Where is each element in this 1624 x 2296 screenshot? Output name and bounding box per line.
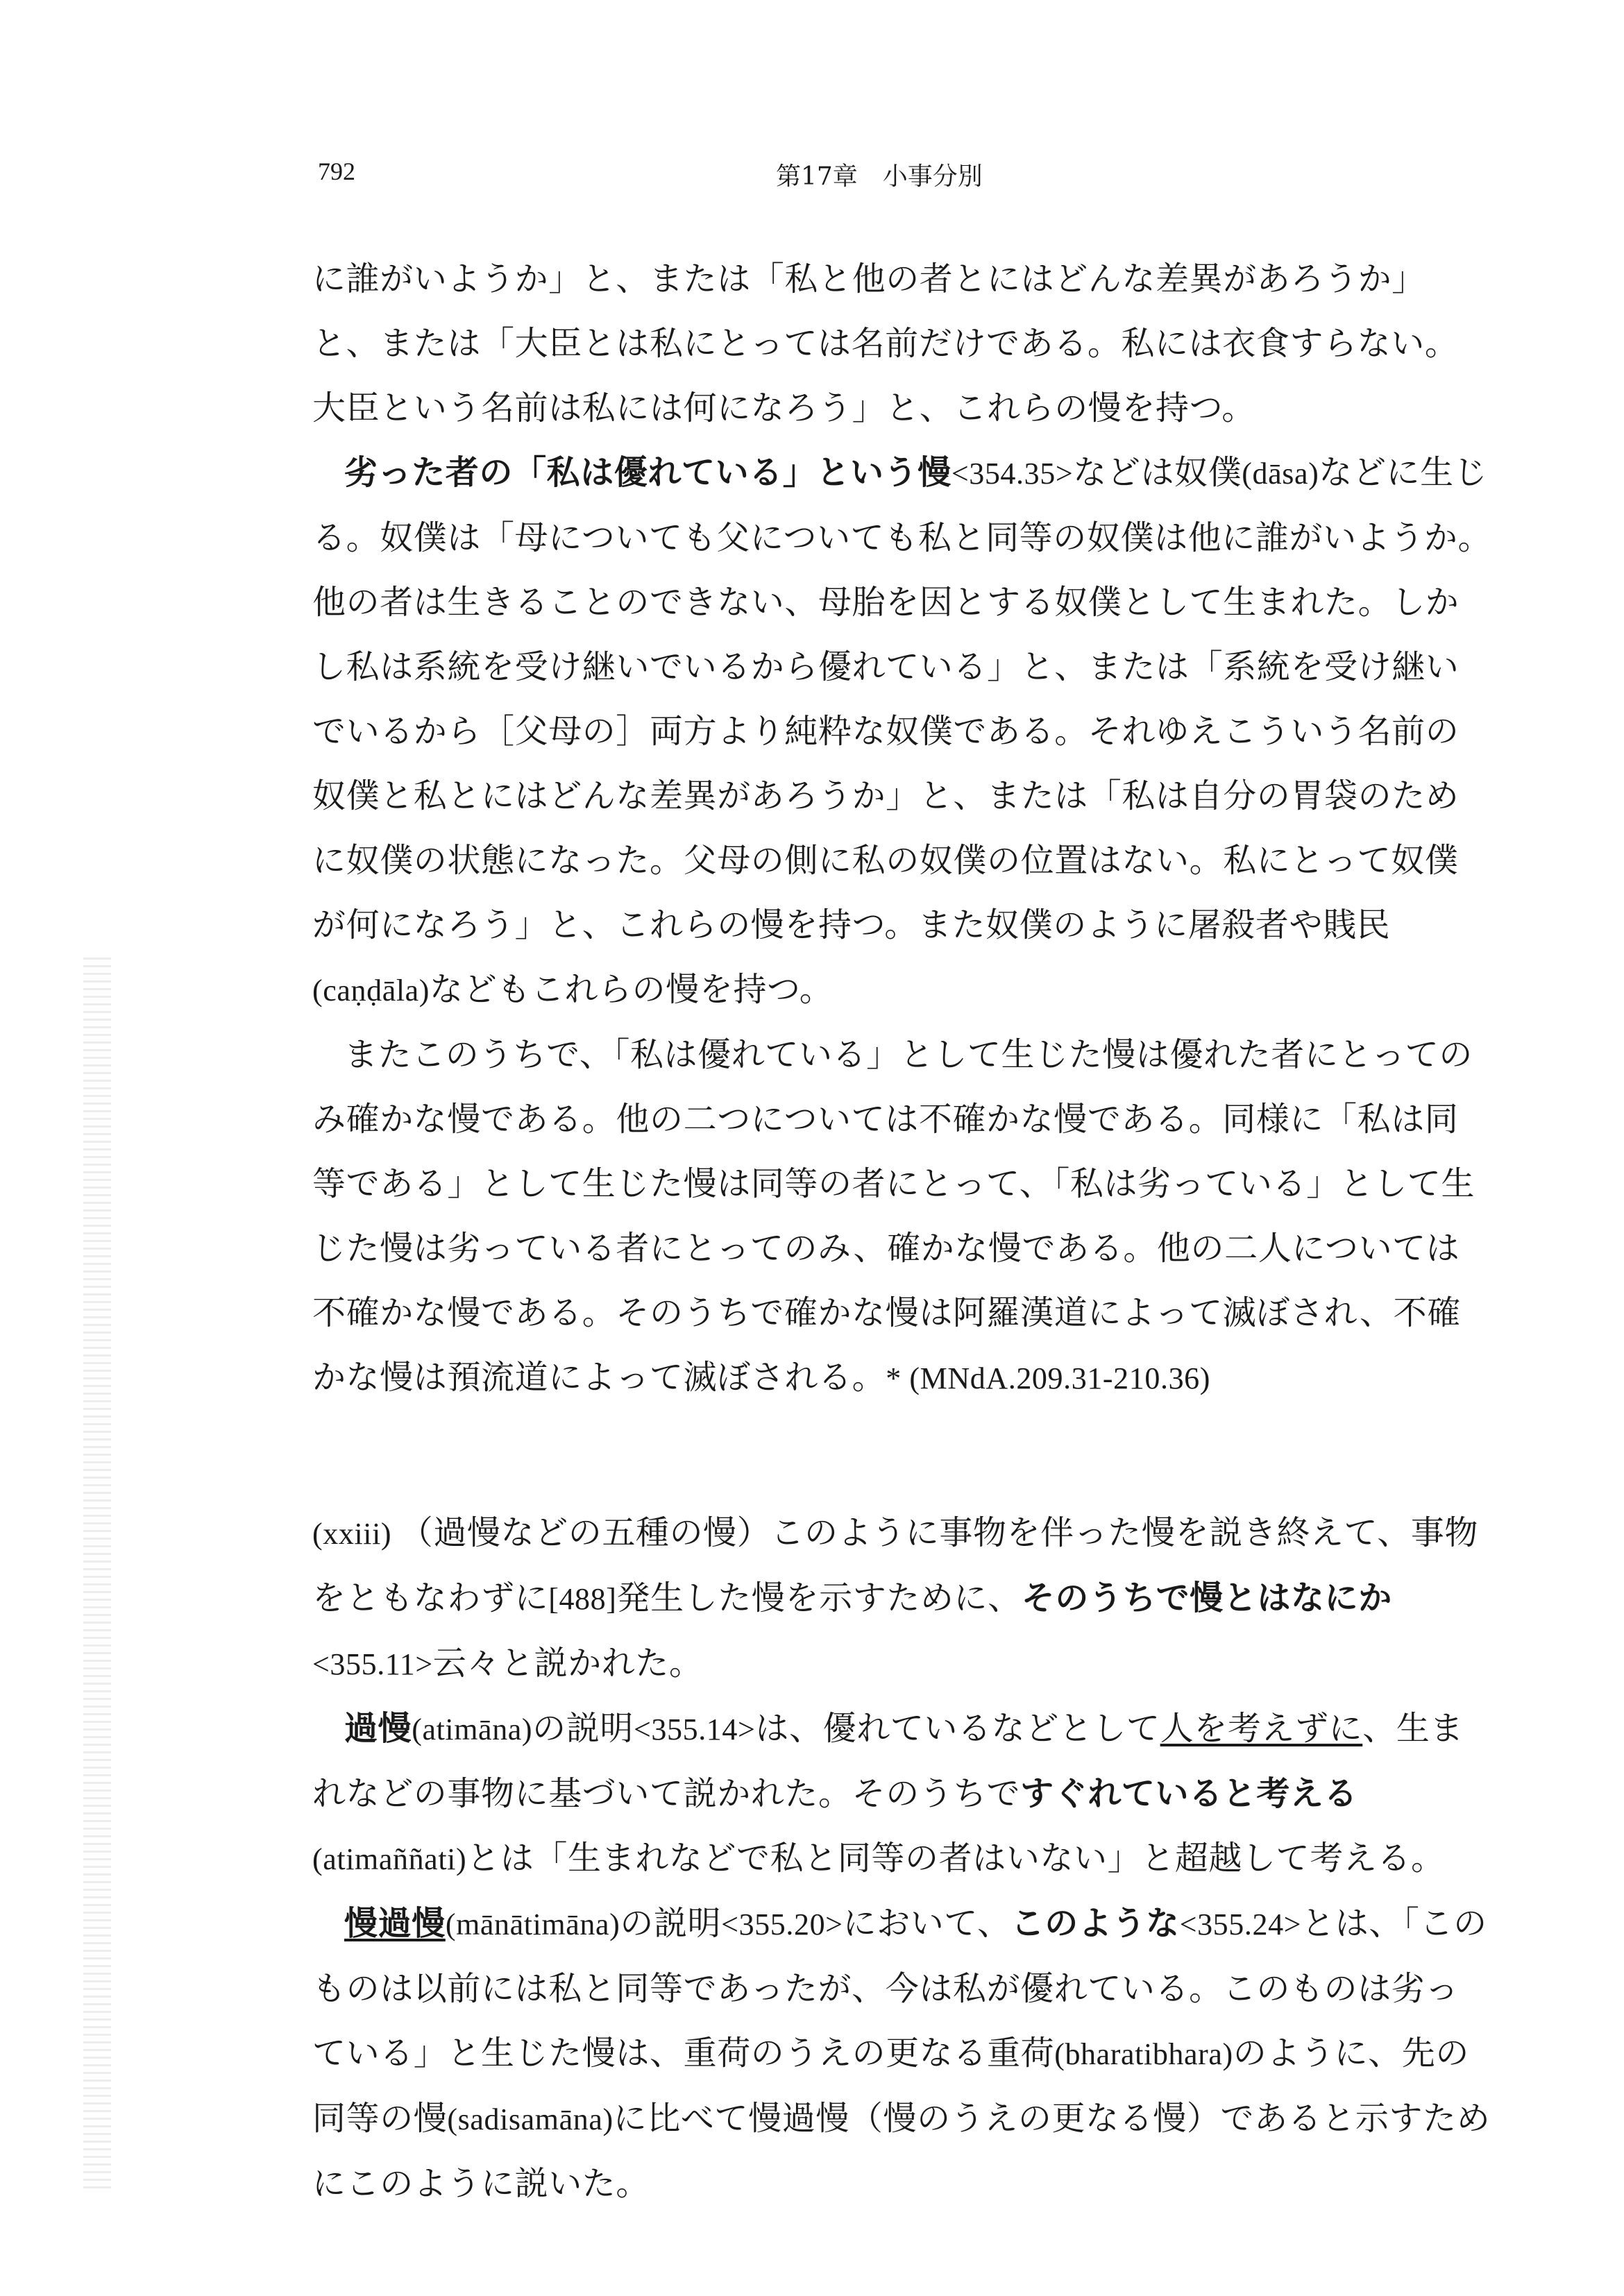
text-segment: そのうちで慢とはなにか [1021, 1579, 1392, 1617]
text-segment: <355.24> [1179, 1907, 1302, 1941]
text-segment: <355.20> [721, 1907, 843, 1941]
text-segment: (mānātimāna) [445, 1907, 620, 1941]
text-segment: 発生した慢を示すために、 [616, 1579, 1022, 1617]
text-segment: このような [1010, 1904, 1180, 1943]
text-segment: のように、先の同等の慢 [312, 2034, 1469, 2138]
text-segment: の説明 [532, 1709, 634, 1748]
text-segment: 慢過慢 [344, 1904, 446, 1943]
text-segment: とは「生まれなどで私と同等の者はいない」と超越して考える。 [466, 1839, 1445, 1878]
text-segment: （過慢などの五種の慢）このように事物を伴った慢を説き終えて、事物をともなわずに [312, 1513, 1479, 1617]
text-segment: 、生まれなどの事物に基づいて説かれた。そのうちで [312, 1709, 1464, 1813]
text-segment: に比べて慢過慢（慢のうえの更なる慢）であると示すためにこのように説いた。 [312, 2099, 1491, 2203]
text-segment: (atimaññati) [312, 1842, 467, 1876]
body-text [312, 247, 1492, 2216]
text-segment: <355.11> [312, 1647, 433, 1681]
text-segment: (xxiii) [312, 1517, 400, 1551]
text-segment: (sadisamāna) [447, 2102, 614, 2136]
text-segment: <354.35> [951, 457, 1074, 491]
text-segment: の説明 [620, 1904, 722, 1943]
text-segment: すぐれていると考える [1020, 1774, 1358, 1813]
text-segment: は、優れているなどとして [755, 1709, 1160, 1748]
text-segment: とは、「このものは以前には私と同等であったが、今は私が優れている。このものは劣っている」と生じた慢は、重荷のうえの更なる重荷 [312, 1904, 1487, 2073]
text-segment: またこのうちで、「私は優れている」として生じた慢は優れた者にとってのみ確かな慢である。他の二つについては不確かな慢である。同様に「私は同等である」として生じた慢は同等の者にとって、「私は劣っている」として生じた慢は劣っている者にとってのみ、確かな慢である。他の二人については不確かな慢である。そのうちで確かな慢は阿羅漢道によって滅ぼされ、不確かな慢は預流道によって滅ぼされる。 [312, 1035, 1475, 1397]
page-number: 792 [318, 158, 355, 185]
text-segment: などは奴僕 [1073, 453, 1242, 492]
text-segment: に誰がいようか」と、または「私と他の者とにはどんな差異があろうか」と、または「大臣とは私にとっては名前だけである。私には衣食すらない。大臣という名前は私には何になろう」と、これらの慢を持つ。 [312, 260, 1459, 427]
text-segment: (bharatibhara) [1054, 2037, 1233, 2071]
text-segment: * (MNdA.209.31-210.36) [886, 1361, 1211, 1395]
text-segment: (caṇḍāla) [312, 973, 430, 1007]
scan-edge-shadow [83, 958, 111, 2193]
text-segment: 劣った者の「私は優れている」という慢 [344, 453, 951, 492]
text-segment: 人を考えずに [1160, 1709, 1363, 1748]
paragraph [312, 441, 1492, 1023]
page-header [318, 157, 1491, 198]
text-segment: [488] [548, 1582, 617, 1616]
text-segment: において、 [843, 1904, 1011, 1943]
paragraph [312, 1697, 1492, 1891]
text-segment: などに生じる。奴僕は「母についても父についても私と同等の奴僕は他に誰がいようか。他の者は生きることのできない、母胎を因とする奴僕として生まれた。しかし私は系統を受け継いでいるから優れている」と、または「系統を受け継いでいるから［父母の］両方より純粋な奴僕である。それゆえこういう名前の奴僕と私とにはどんな差異があろうか」と、または「私は自分の胃袋のために奴僕の状態になった。父母の側に私の奴僕の位置はない。私にとって奴僕が何になろう」と、これらの慢を持つ。また奴僕のように屠殺者や賎民 [312, 453, 1492, 944]
text-segment: などもこれらの慢を持つ。 [430, 970, 834, 1009]
section-gap [312, 1411, 1492, 1501]
paragraph [312, 1023, 1492, 1411]
text-segment: (atimāna) [412, 1712, 533, 1746]
text-segment: 過慢 [344, 1709, 412, 1748]
running-head: 第17章 小事分別 [776, 162, 983, 191]
paragraph [312, 1891, 1492, 2216]
paragraph [312, 1501, 1492, 1697]
text-segment: (dāsa) [1242, 457, 1319, 491]
text-segment: 云々と説かれた。 [432, 1644, 703, 1683]
text-segment: <355.14> [633, 1712, 756, 1746]
paragraph [312, 247, 1492, 441]
